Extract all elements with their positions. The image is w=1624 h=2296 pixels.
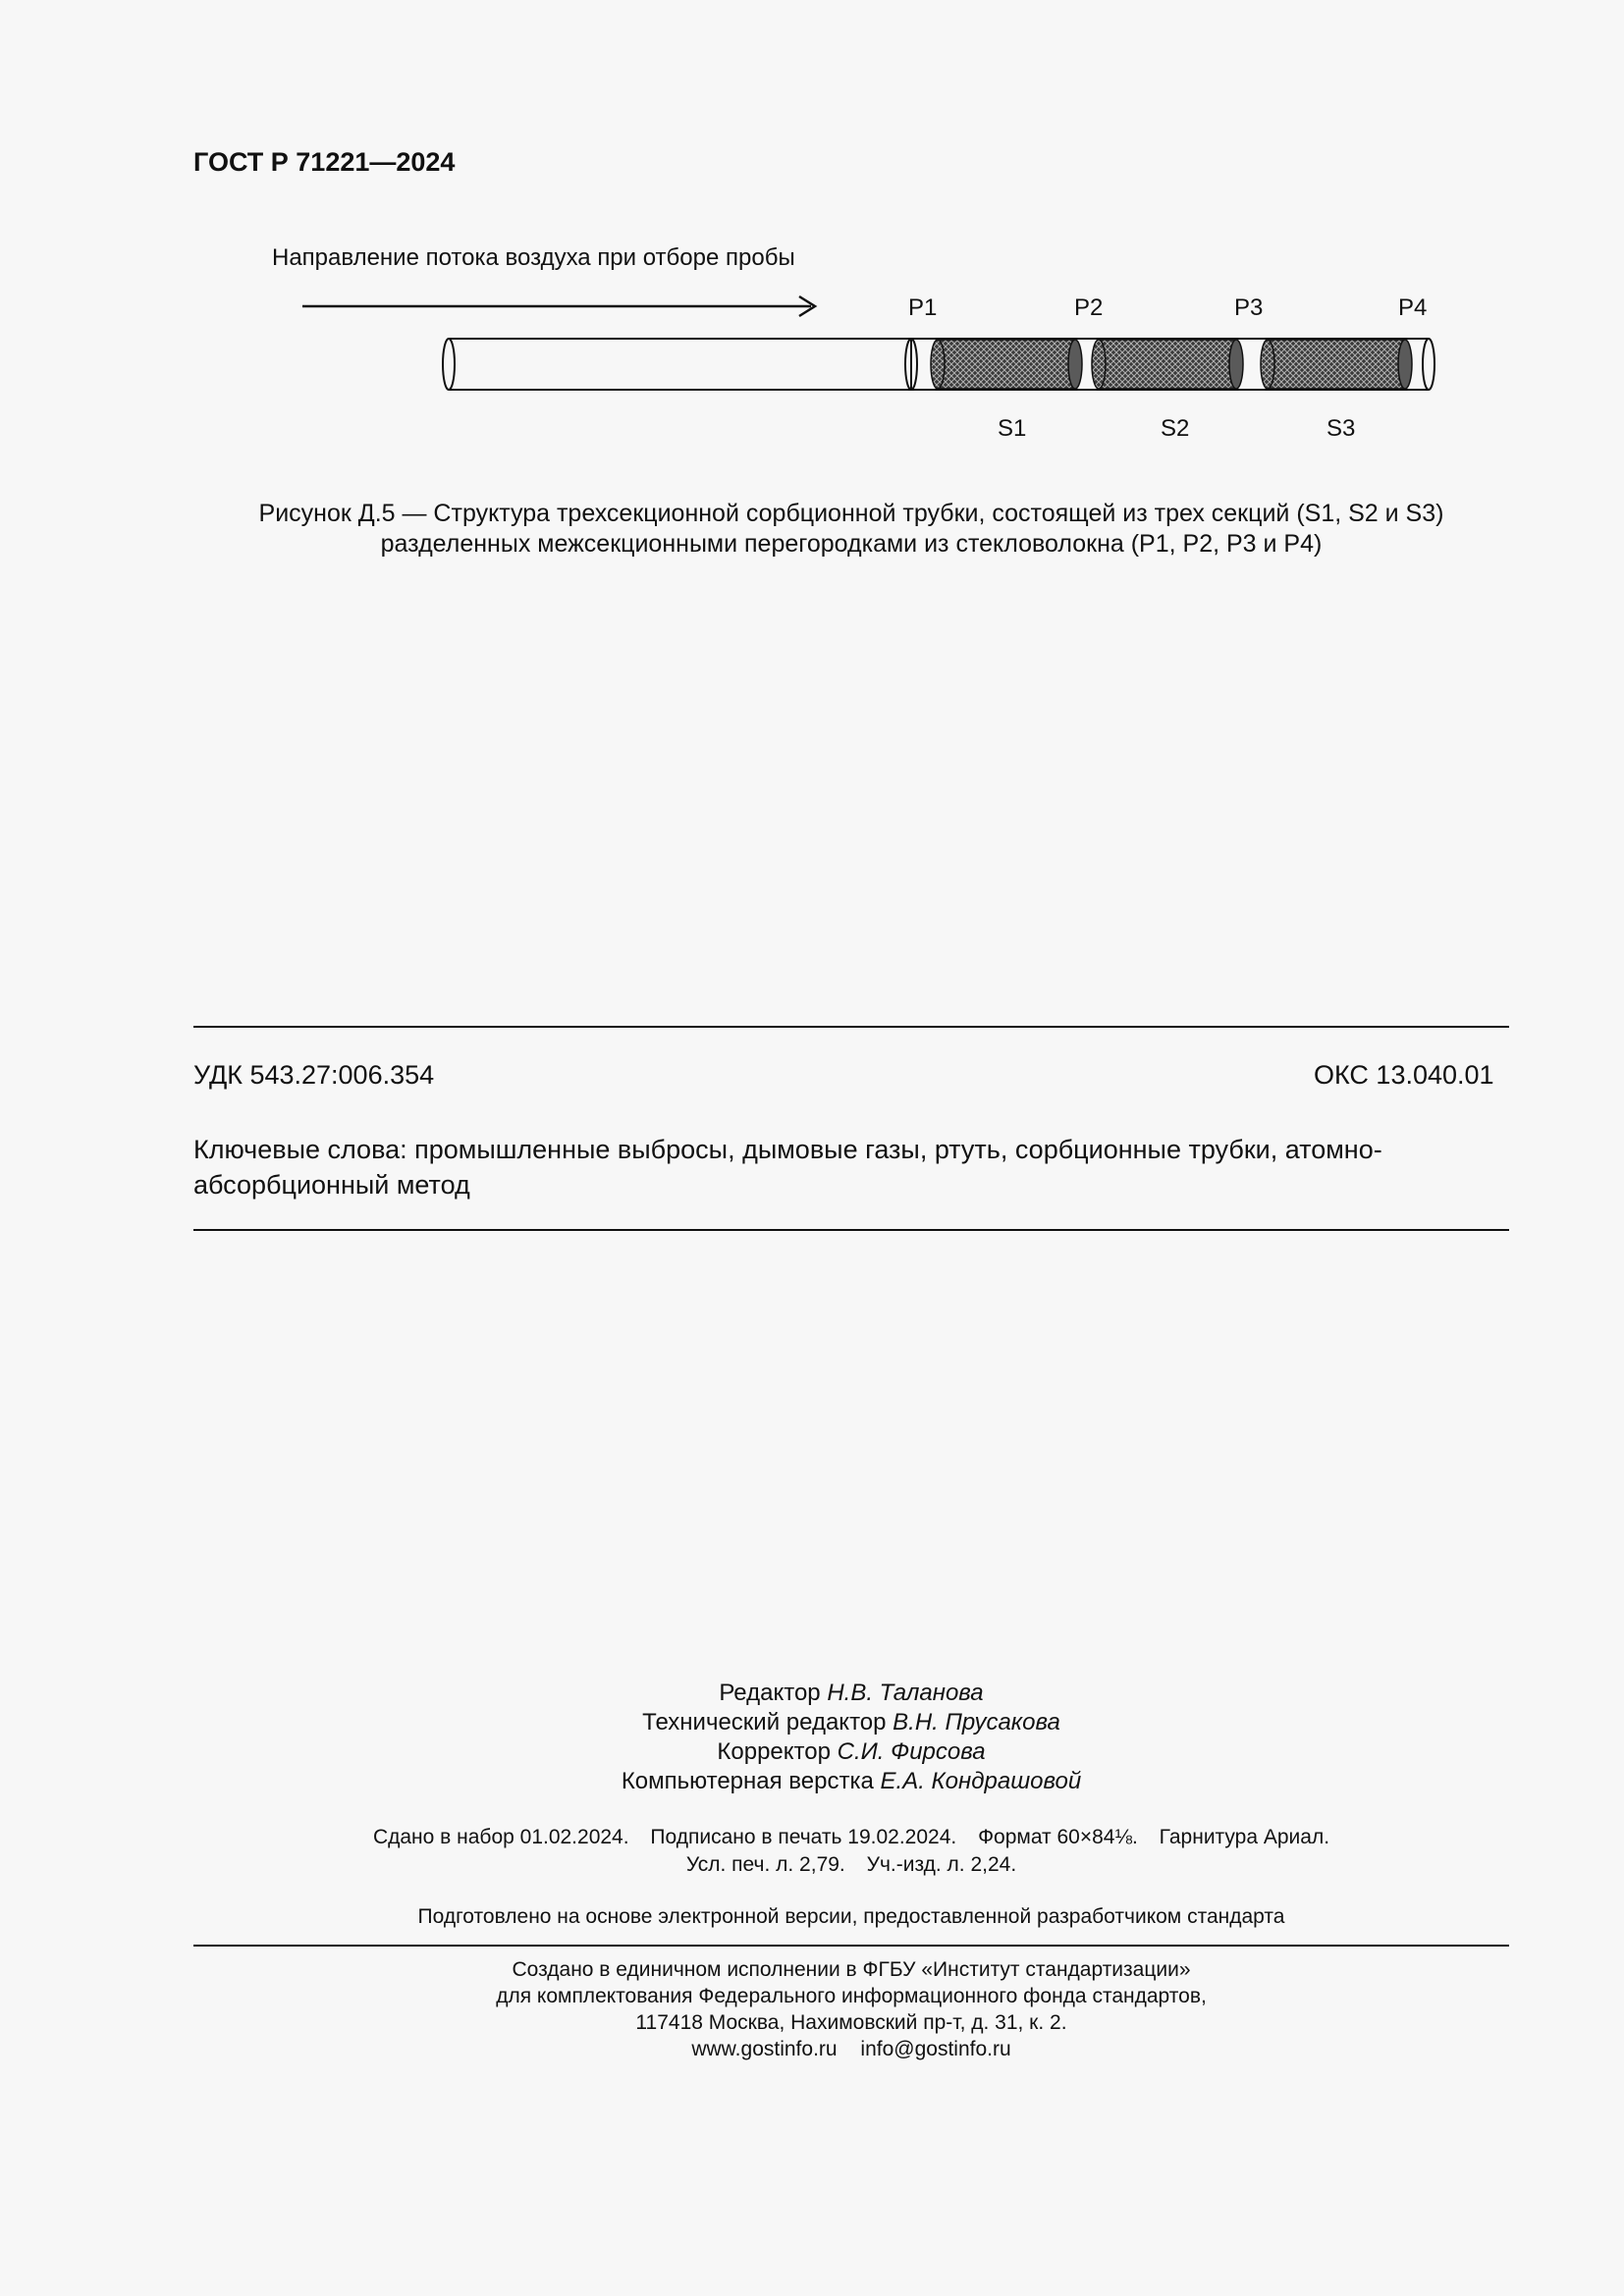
publisher-block: [193, 1956, 1509, 2062]
section-label-s1: S1: [998, 415, 1027, 442]
submitted-date: Сдано в набор 01.02.2024.: [372, 1826, 629, 1848]
partition-label-p2: P2: [1074, 294, 1104, 321]
signed-date: Подписано в печать 19.02.2024.: [650, 1826, 957, 1848]
credit-technical-editor: Технический редактор В.Н. Прусакова: [642, 1709, 1060, 1735]
sorption-tube-figure: [0, 226, 1624, 452]
partition-label-p3: P3: [1234, 294, 1264, 321]
print-info: [193, 1824, 1509, 1879]
publishing-sheets: Уч.-изд. л. 2,24.: [866, 1853, 1017, 1876]
flow-arrow: [302, 296, 815, 316]
section-label-s2: S2: [1161, 415, 1190, 442]
email-link[interactable]: info@gostinfo.ru: [860, 2038, 1011, 2060]
publisher-line-2: для комплектования Федерального информационного фонда стандартов,: [496, 1985, 1207, 2007]
partition-label-p4: P4: [1398, 294, 1428, 321]
typeface: Гарнитура Ариал.: [1159, 1826, 1330, 1848]
document-code: ГОСТ Р 71221—2024: [193, 147, 456, 177]
printed-sheets: Усл. печ. л. 2,79.: [685, 1853, 845, 1876]
partition-label-p1: P1: [908, 294, 938, 321]
sorbent-section-s1: [931, 340, 1082, 389]
divider-middle: [193, 1229, 1509, 1231]
credit-editor: Редактор Н.В. Таланова: [719, 1680, 984, 1706]
prepared-note: Подготовлено на основе электронной версии, предоставленной разработчиком стандарта: [417, 1905, 1285, 1928]
website-link[interactable]: www.gostinfo.ru: [691, 2038, 838, 2060]
keywords: Ключевые слова: промышленные выбросы, дымовые газы, ртуть, сорбционные трубки, атомно-абсорбционный метод: [193, 1135, 1382, 1200]
figure-caption-line-1: Рисунок Д.5 — Структура трехсекционной сорбционной трубки, состоящей из трех секций (S1, S2 и S3): [258, 500, 1444, 527]
publisher-line-1: Создано в единичном исполнении в ФГБУ «Институт стандартизации»: [512, 1958, 1191, 1981]
credits-block: [193, 1679, 1509, 1796]
figure-caption: [193, 499, 1509, 560]
figure-caption-line-2: разделенных межсекционными перегородками из стекловолокна (P1, P2, P3 и P4): [380, 530, 1323, 558]
credit-proofreader: Корректор С.И. Фирсова: [717, 1738, 986, 1765]
sorbent-section-s2: [1092, 340, 1243, 389]
divider-top: [193, 1026, 1509, 1028]
publisher-address: 117418 Москва, Нахимовский пр-т, д. 31, к. 2.: [635, 2011, 1067, 2034]
credit-layout: Компьютерная верстка Е.А. Кондрашовой: [621, 1768, 1082, 1794]
divider-bottom: [193, 1945, 1509, 1947]
udk-code: УДК 543.27:006.354: [193, 1060, 435, 1090]
flow-direction-label: Направление потока воздуха при отборе пробы: [272, 244, 795, 271]
sorbent-section-s3: [1261, 340, 1412, 389]
paper-format: Формат 60×84⅛.: [978, 1826, 1138, 1848]
section-label-s3: S3: [1326, 415, 1356, 442]
oks-code: ОКС 13.040.01: [1314, 1060, 1494, 1090]
